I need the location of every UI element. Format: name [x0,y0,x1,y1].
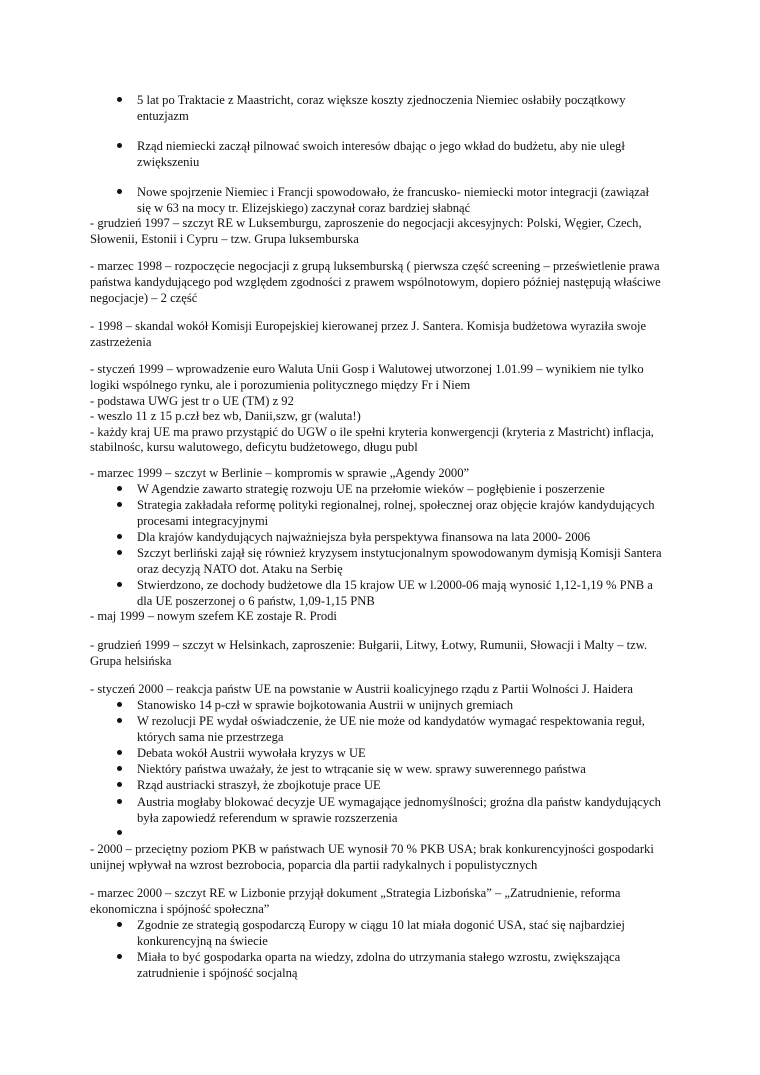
bullet-dot [117,782,122,787]
paragraph-line: - każdy kraj UE ma prawo przystąpić do UGW o ile spełni kryteria konwergencji (kryteria z Mastricht) inflacja, [90,425,654,439]
paragraph-line: - marzec 1999 – szczyt w Berlinie – kompromis w sprawie „Agendy 2000” [90,466,470,480]
paragraph-line: - styczeń 2000 – reakcja państw UE na powstanie w Austrii koalicyjnego rządu z Partii Wolności J. Haidera [90,682,633,696]
bullet-dot [117,534,122,539]
bullet-text: Stwierdzono, ze dochody budżetowe dla 15 krajow UE w l.2000-06 mają wynosić 1,12-1,19 % PNB a [137,578,653,592]
bullet-dot [117,502,122,507]
bullet-dot [117,189,122,194]
paragraph-line: Słowenii, Estonii i Cypru – tzw. Grupa luksemburska [90,232,359,246]
bullet-dot [117,550,122,555]
bullet-text: oraz decyzją NATO dot. Ataku na Serbię [137,562,343,576]
bullet-text: których sama nie przestrzega [137,730,284,744]
bullet-text: dla UE poszerzonej o 6 państw, 1,09-1,15 PNB [137,594,375,608]
bullet-text: Austria mogłaby blokować decyzje UE wymagające jednomyślności; groźna dla państw kandydujących [137,795,661,809]
paragraph-line: - marzec 2000 – szczyt RE w Lizbonie przyjął dokument „Strategia Lizbońska” – „Zatrudnienie, reforma [90,886,621,900]
bullet-text: 5 lat po Traktacie z Maastricht, coraz większe koszty zjednoczenia Niemiec osłabiły początkowy [137,93,626,107]
paragraph-line: zastrzeżenia [90,335,152,349]
bullet-text: Zgodnie ze strategią gospodarczą Europy w ciągu 10 lat miała dogonić USA, stać się najbardziej [137,918,625,932]
bullet-text: zwiększeniu [137,155,200,169]
bullet-text: entuzjazm [137,109,189,123]
paragraph-line: - weszlo 11 z 15 p.czł bez wb, Danii,szw, gr (waluta!) [90,409,361,423]
bullet-dot [117,750,122,755]
bullet-text: W Agendzie zawarto strategię rozwoju UE na przełomie wieków – pogłębienie i poszerzenie [137,482,605,496]
bullet-text: konkurencyjną na świecie [137,934,268,948]
bullet-text: Szczyt berliński zajął się również kryzysem instytucjonalnym spowodowanym dymisją Komisji Santera [137,546,662,560]
bullet-text: Rząd austriacki straszył, że zbojkotuje prace UE [137,778,381,792]
bullet-dot [117,766,122,771]
paragraph-line: - styczeń 1999 – wprowadzenie euro Waluta Unii Gosp i Walutowej utworzonej 1.01.99 – wynikiem nie tylko [90,362,644,376]
paragraph-line: - grudzień 1997 – szczyt RE w Luksemburgu, zaproszenie do negocjacji akcesyjnych: Polski, Węgier, Czech, [90,216,642,230]
paragraph-line: logiki wspólnego rynku, ale i porozumienia politycznego między Fr i Niem [90,378,471,392]
bullet-text: Dla krajów kandydujących najważniejsza była perspektywa finansowa na lata 2000- 2006 [137,530,591,544]
bullet-dot [117,922,122,927]
bullet-dot [117,718,122,723]
paragraph-line: - 2000 – przeciętny poziom PKB w państwach UE wynosił 70 % PKB USA; brak konkurencyjności gospodarki [90,842,654,856]
paragraph-line: negocjacje) – 2 część [90,291,198,305]
paragraph-line: unijnej wpływał na wzrost bezrobocia, poparcia dla partii radykalnych i populistycznych [90,858,538,872]
bullet-text: Niektóry państwa uważały, że jest to wtrącanie się w wew. sprawy suwerennego państwa [137,762,586,776]
paragraph-line: - podstawa UWG jest tr o UE (TM) z 92 [90,394,294,408]
bullet-dot [117,799,122,804]
bullet-text: Nowe spojrzenie Niemiec i Francji spowodowało, że francusko- niemiecki motor integracji (zawiązał [137,185,649,199]
paragraph-line: stabilnośc, kursu walutowego, deficytu budżetowego, długu publ [90,440,418,454]
bullet-dot [117,702,122,707]
paragraph-line: ekonomiczna i spójność społeczna” [90,902,270,916]
bullet-text: była zapowiedź referendum w sprawie rozszerzenia [137,811,398,825]
bullet-text: W rezolucji PE wydał oświadczenie, że UE nie może od kandydatów wymagać respektowania reguł, [137,714,645,728]
bullet-dot [117,486,122,491]
paragraph-line: - grudzień 1999 – szczyt w Helsinkach, zaproszenie: Bułgarii, Litwy, Łotwy, Rumunii, Słowacji i Malty – tzw. [90,638,648,652]
bullet-dot [117,143,122,148]
bullet-dot [117,830,122,835]
bullet-text: zatrudnienie i spójność socjalną [137,966,298,980]
paragraph-line: Grupa helsińska [90,654,172,668]
paragraph-line: - marzec 1998 – rozpoczęcie negocjacji z grupą luksemburską ( pierwsza część screening – prześwietlenie prawa [90,259,660,273]
paragraph-line: - 1998 – skandal wokół Komisji Europejskiej kierowanej przez J. Santera. Komisja budżetowa wyraziła swoje [90,319,647,333]
bullet-text: Stanowisko 14 p-czł w sprawie bojkotowania Austrii w unijnych gremiach [137,698,513,712]
bullet-text: Strategia zakładała reformę polityki regionalnej, rolnej, społecznej oraz objęcie krajów kandydujących [137,498,655,512]
bullet-text: procesami integracyjnymi [137,514,269,528]
bullet-text: Miała to być gospodarka oparta na wiedzy, zdolna do utrzymania stałego wzrostu, zwiększająca [137,950,621,964]
bullet-dot [117,582,122,587]
bullet-text: się w 63 na mocy tr. Elizejskiego) zaczynał coraz bardziej słabnąć [137,201,471,215]
bullet-dot [117,97,122,102]
bullet-text: Rząd niemiecki zaczął pilnować swoich interesów dbając o jego wkład do budżetu, aby nie uległ [137,139,625,153]
paragraph-line: - maj 1999 – nowym szefem KE zostaje R. Prodi [90,609,337,623]
paragraph-line: państwa kandydującego pod względem zgodności z prawem wspólnotowym, dopiero później następują właściwe [90,275,661,289]
bullet-dot [117,954,122,959]
bullet-text: Debata wokół Austrii wywołała kryzys w UE [137,746,366,760]
